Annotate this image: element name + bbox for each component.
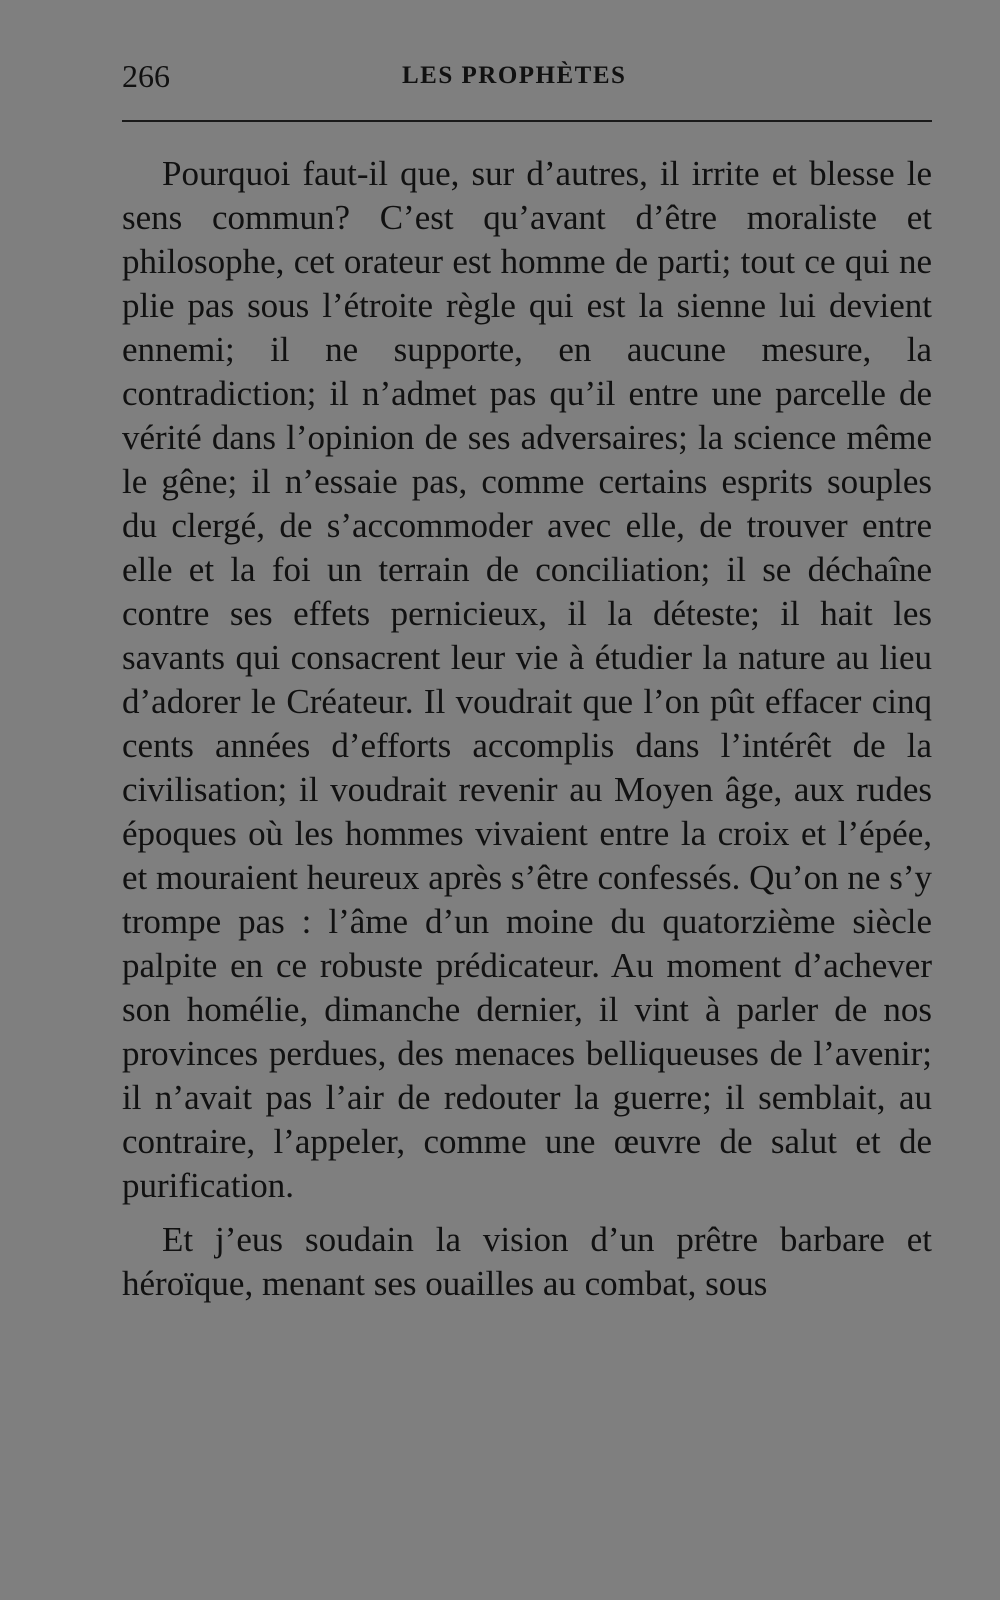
running-head [122,56,932,96]
header-rule [122,120,932,122]
body-text [122,152,932,1306]
page-number: 266 [122,58,170,94]
paragraph-2: Et j’eus soudain la vision d’un prêtre barbare et héroïque, menant ses ouailles au combat, sous [122,1220,932,1303]
paragraph-1: Pourquoi faut-il que, sur d’autres, il irrite et blesse le sens commun? C’est qu’avant d’être moraliste et philosophe, cet orateur est homme de parti; tout ce qui ne plie pas sous l’étroite règle qui est la sienne lui devient ennemi; il ne supporte, en aucune mesure, la contradiction; il n’admet pas qu’il entre une parcelle de vérité dans l’opinion de ses adversaires; la science même le gêne; il n’essaie pas, comme certains esprits souples du clergé, de s’accommoder avec elle, de trouver entre elle et la foi un terrain de conciliation; il se déchaîne contre ses effets pernicieux, il la déteste; il hait les savants qui consacrent leur vie à étudier la nature au lieu d’adorer le Créateur. Il voudrait que l’on pût effacer cinq cents années d’efforts accomplis dans l’intérêt de la civilisation; il voudrait revenir au Moyen âge, aux rudes époques où les hommes vivaient entre la croix et l’épée, et mouraient heureux après s’être confessés. Qu’on ne s’y trompe pas : l’âme d’un moine du quatorzième siècle palpite en ce robuste prédicateur. Au moment d’achever son homélie, dimanche dernier, il vint à parler de nos provinces perdues, des menaces belliqueuses de l’avenir; il n’avait pas l’air de redouter la guerre; il semblait, au contraire, l’appeler, comme une œuvre de salut et de purification. [122,154,932,1205]
running-title: LES PROPHÈTES [402,62,627,89]
